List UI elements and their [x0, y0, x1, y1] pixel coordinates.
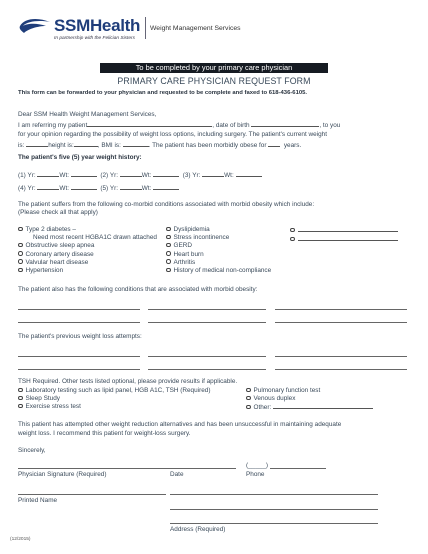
- yr4-field[interactable]: [37, 184, 59, 190]
- brand-name: [54, 16, 140, 36]
- checkbox-pulmonary[interactable]: [246, 387, 373, 395]
- checkbox-dyslipidemia[interactable]: [166, 226, 271, 234]
- also-line[interactable]: [18, 309, 140, 310]
- also-conditions-label: The patient also has the following conditions that are associated with morbid obesity:: [18, 286, 258, 293]
- checkbox-icon[interactable]: [166, 227, 171, 232]
- obese-label: . The patient has been morbidly obese for: [148, 142, 267, 149]
- comorbid-col-2: [166, 226, 271, 275]
- previous-line[interactable]: [18, 369, 140, 370]
- closing-line-2: weight loss. I recommend this patient for weight-loss surgery.: [18, 430, 191, 437]
- wt4-field[interactable]: [71, 184, 97, 190]
- wt1-field[interactable]: [71, 171, 97, 177]
- signature-label: Physician Signature (Required): [18, 471, 107, 478]
- checkbox-icon[interactable]: [18, 243, 23, 248]
- years-field[interactable]: [268, 141, 280, 147]
- option-label: Sleep Study: [25, 395, 60, 403]
- address-label: Address (Required): [170, 526, 226, 533]
- option-label: Arthritis: [173, 258, 196, 266]
- tsh-col-2: [246, 387, 373, 413]
- history-row-2: [18, 184, 179, 193]
- option-label: Dyslipidemia: [173, 226, 210, 233]
- wt4-label: Wt:: [59, 185, 70, 192]
- checkbox-icon[interactable]: [290, 237, 295, 242]
- checkbox-lab-testing[interactable]: [18, 387, 210, 395]
- checkbox-diabetes[interactable]: [18, 226, 157, 234]
- checkbox-noncompliance[interactable]: [166, 267, 271, 275]
- checkbox-stress-test[interactable]: [18, 403, 210, 411]
- phone-label: Phone: [246, 471, 265, 478]
- also-line[interactable]: [148, 309, 266, 310]
- option-label: Exercise stress test: [25, 403, 81, 411]
- previous-line[interactable]: [275, 356, 407, 357]
- checkbox-heartburn[interactable]: [166, 251, 271, 259]
- also-line[interactable]: [18, 322, 140, 323]
- form-title: PRIMARY CARE PHYSICIAN REQUEST FORM: [117, 76, 311, 86]
- option-label: Other:: [253, 404, 272, 412]
- yr5-label: (5) Yr:: [100, 185, 118, 192]
- yr2-field[interactable]: [120, 171, 142, 177]
- service-name: Weight Management Services: [150, 25, 241, 32]
- checkbox-incontinence[interactable]: [166, 234, 271, 242]
- option-label: Venous duplex: [253, 395, 296, 403]
- weight-label: is:: [18, 142, 25, 149]
- also-line[interactable]: [148, 322, 266, 323]
- wt2-label: Wt:: [141, 172, 152, 179]
- history-row-1: [18, 171, 262, 180]
- option-label: Heart burn: [173, 250, 204, 258]
- form-code: (12/2015): [10, 537, 31, 542]
- option-label: Hypertension: [25, 267, 64, 275]
- letter-line-1: [18, 121, 340, 130]
- wt5-label: Wt:: [141, 185, 152, 192]
- printed-name-line[interactable]: [18, 494, 166, 495]
- referral-label: I am referring my patient: [18, 122, 88, 129]
- checkbox-arthritis[interactable]: [166, 259, 271, 267]
- also-line[interactable]: [275, 322, 407, 323]
- wt3-label: Wt:: [224, 172, 234, 179]
- checkbox-coronary[interactable]: [18, 251, 157, 259]
- option-label: Laboratory testing such as lipid panel, HGB A1C, TSH (Required): [25, 387, 211, 394]
- other-test-field[interactable]: [273, 403, 373, 409]
- checkbox-icon[interactable]: [18, 227, 23, 232]
- comorbid-col-3: [290, 226, 398, 244]
- patient-name-field[interactable]: [87, 121, 212, 127]
- phone-area[interactable]: (_____): [246, 462, 269, 469]
- date-label: Date: [170, 471, 184, 478]
- comorbid-instruction: (Please check all that apply): [18, 209, 98, 216]
- yr3-field[interactable]: [202, 171, 224, 177]
- checkbox-icon[interactable]: [18, 259, 23, 264]
- option-label: GERD: [173, 242, 192, 250]
- option-label: Obstructive sleep apnea: [25, 242, 95, 250]
- yr4-label: (4) Yr:: [18, 185, 36, 192]
- brand-tagline: In partnership with the Felician Sisters: [54, 36, 136, 41]
- option-label: Stress incontinence: [173, 234, 230, 242]
- other-field-1[interactable]: [298, 226, 398, 232]
- previous-line[interactable]: [148, 356, 266, 357]
- header: [18, 14, 418, 54]
- yr2-label: (2) Yr:: [100, 172, 118, 179]
- wt5-field[interactable]: [153, 184, 179, 190]
- salutation: Dear SSM Health Weight Management Services,: [18, 111, 157, 118]
- checkbox-icon[interactable]: [290, 228, 295, 233]
- checkbox-other-2[interactable]: [290, 235, 398, 244]
- checkbox-sleep-apnea[interactable]: [18, 242, 157, 250]
- previous-line[interactable]: [148, 369, 266, 370]
- signature-line[interactable]: [18, 468, 236, 469]
- checkbox-icon[interactable]: [166, 251, 171, 256]
- bmi-field[interactable]: [123, 141, 149, 147]
- comorbid-intro: The patient suffers from the following co-morbid conditions associated with morbid obesity which include:: [18, 201, 315, 208]
- checkbox-icon[interactable]: [246, 396, 251, 401]
- wt2-field[interactable]: [153, 171, 179, 177]
- height-label: height is:: [48, 142, 74, 149]
- history-heading: The patient's five (5) year weight history:: [18, 154, 142, 161]
- yr1-label: (1) Yr:: [18, 172, 36, 179]
- checkbox-icon[interactable]: [18, 251, 23, 256]
- checkbox-icon[interactable]: [246, 388, 251, 393]
- height-field[interactable]: [74, 141, 98, 147]
- also-line[interactable]: [275, 309, 407, 310]
- option-label: Coronary artery disease: [25, 250, 94, 258]
- option-label: History of medical non-compliance: [173, 267, 272, 275]
- printed-name-line-ext[interactable]: [170, 494, 378, 495]
- diabetes-note: Need most recent HGBA1C drawn attached: [33, 234, 157, 242]
- checkbox-other-1[interactable]: [290, 226, 398, 235]
- previous-line[interactable]: [275, 369, 407, 370]
- yr1-field[interactable]: [37, 171, 59, 177]
- checkbox-hypertension[interactable]: [18, 267, 157, 275]
- comorbid-col-1: [18, 226, 157, 275]
- yr3-label: (3) Yr:: [182, 172, 201, 179]
- previous-line[interactable]: [18, 356, 140, 357]
- banner-text: To be completed by your primary care physician: [135, 63, 293, 72]
- printed-name-label: Printed Name: [18, 497, 58, 504]
- checkbox-icon[interactable]: [18, 396, 23, 401]
- weight-field[interactable]: [26, 141, 48, 147]
- checkbox-icon[interactable]: [166, 259, 171, 264]
- checkbox-other-test[interactable]: [246, 403, 373, 412]
- bmi-label: , BMI is:: [97, 142, 121, 149]
- ssm-logo-icon: [18, 17, 52, 35]
- sincerely: Sincerely,: [18, 447, 46, 454]
- closing-line-1: This patient has attempted other weight reduction alternatives and has been unsuccessful in maintaining adequate: [18, 421, 342, 428]
- address-line-1[interactable]: [170, 509, 378, 510]
- header-divider: [145, 17, 146, 39]
- instruction: This form can be forwarded to your physician and requested to be complete and faxed to 618-436-6105.: [18, 90, 308, 96]
- checkbox-icon[interactable]: [18, 404, 23, 409]
- phone-line[interactable]: [270, 468, 326, 469]
- checkbox-icon[interactable]: [246, 405, 251, 410]
- option-label: Valvular heart disease: [25, 258, 89, 266]
- tsh-intro: TSH Required. Other tests listed optional, please provide results if applicable.: [18, 378, 238, 385]
- option-label: Type 2 diabetes –: [25, 226, 76, 233]
- address-line-2[interactable]: [170, 523, 378, 524]
- yr5-field[interactable]: [120, 184, 142, 190]
- wt3-field[interactable]: [236, 171, 262, 177]
- checkbox-icon[interactable]: [18, 268, 23, 273]
- previous-attempts-label: The patient's previous weight loss attempts:: [18, 333, 142, 340]
- checkbox-sleep-study[interactable]: [18, 395, 210, 403]
- wt1-label: Wt:: [59, 172, 70, 179]
- tsh-col-1: [18, 387, 210, 412]
- letter-line-3: [18, 141, 301, 150]
- checkbox-icon[interactable]: [166, 235, 171, 240]
- checkbox-valvular[interactable]: [18, 259, 157, 267]
- checkbox-gerd[interactable]: [166, 242, 271, 250]
- checkbox-icon[interactable]: [166, 268, 171, 273]
- brand-text: SSMHealth: [54, 16, 141, 35]
- letter-line-2: for your opinion regarding the possibility of weight loss options, including surgery. The patient's current weight: [18, 131, 327, 138]
- checkbox-icon[interactable]: [18, 388, 23, 393]
- checkbox-venous[interactable]: [246, 395, 373, 403]
- dob-label: , date of birth: [212, 122, 250, 129]
- years-label: years.: [283, 142, 302, 149]
- to-you-label: , to you: [319, 122, 341, 129]
- dob-field[interactable]: [251, 121, 319, 127]
- checkbox-icon[interactable]: [166, 243, 171, 248]
- other-field-2[interactable]: [298, 235, 398, 241]
- option-label: Pulmonary function test: [253, 387, 321, 394]
